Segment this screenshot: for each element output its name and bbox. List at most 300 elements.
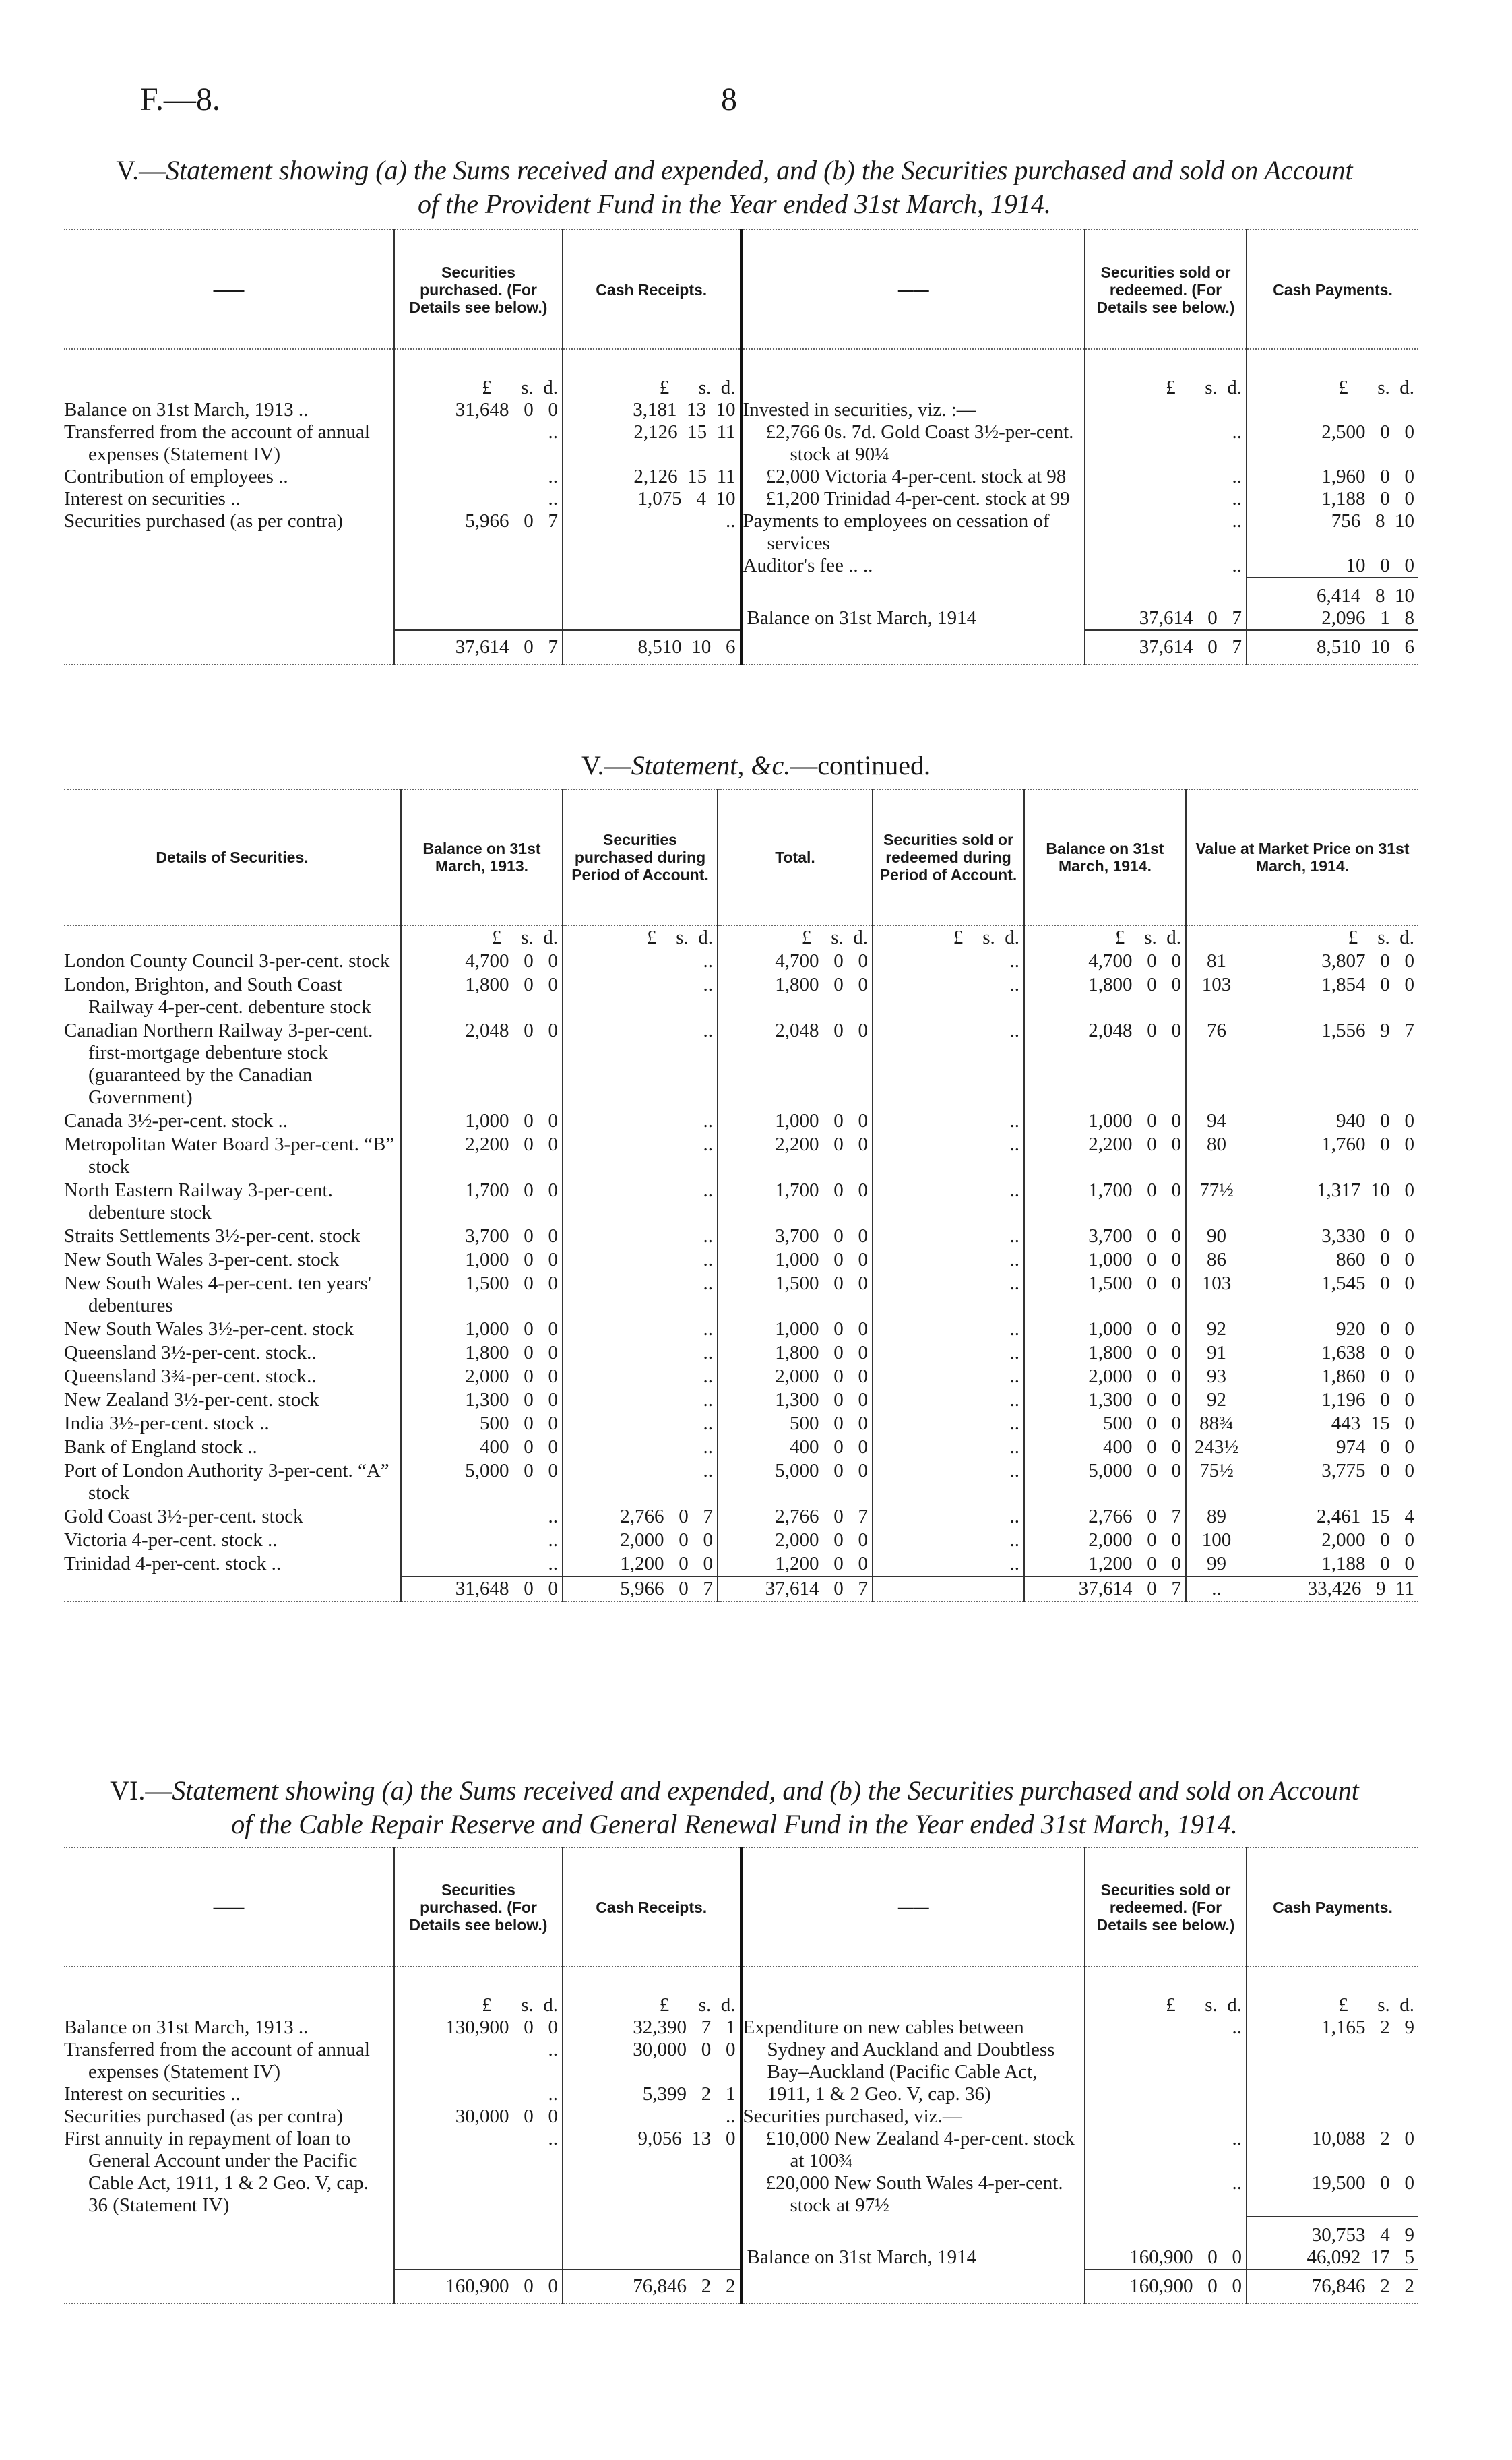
security-b13: 500 0 0 bbox=[401, 1412, 563, 1436]
col-balance-1914: Balance on 31st March, 1914. bbox=[1024, 789, 1186, 925]
table-row bbox=[64, 2105, 1418, 2128]
security-val: 443 15 0 bbox=[1331, 1413, 1415, 1434]
security-tot: 2,766 0 7 bbox=[718, 1505, 873, 1529]
details-title-number: V.— bbox=[581, 750, 631, 780]
security-b14: 2,200 0 0 bbox=[1024, 1133, 1186, 1179]
table-row bbox=[64, 1248, 1418, 1272]
security-pur: .. bbox=[563, 1341, 718, 1365]
amount bbox=[1247, 2105, 1418, 2128]
security-pur: .. bbox=[563, 1248, 718, 1272]
col-securities-purchased: Securities purchased. (For Details see below.) bbox=[394, 230, 563, 349]
row-label: Transferred from the account of annual expenses (Statement IV) bbox=[64, 421, 370, 465]
security-pur: .. bbox=[563, 973, 718, 1019]
page-code: F.—8. bbox=[140, 82, 220, 117]
row-label: Transferred from the account of annual expenses (Statement IV) bbox=[64, 2039, 370, 2083]
amount: 1,188 0 0 bbox=[1247, 488, 1418, 510]
security-tot: 2,200 0 0 bbox=[718, 1133, 873, 1179]
security-price: 75½ bbox=[1186, 1459, 1247, 1505]
table-row bbox=[64, 488, 1418, 510]
table-row bbox=[64, 950, 1418, 973]
amount: .. bbox=[394, 466, 563, 488]
statement-5-number: V.— bbox=[116, 155, 166, 185]
units: £ s. d. bbox=[718, 925, 873, 950]
security-price: 103 bbox=[1186, 1272, 1247, 1318]
total: 8,510 10 6 bbox=[1247, 630, 1418, 665]
row-label: Balance on 31st March, 1913 .. bbox=[64, 2017, 309, 2038]
row-label: Securities purchased (as per contra) bbox=[64, 510, 343, 532]
security-tot: 1,000 0 0 bbox=[718, 1318, 873, 1341]
security-sold: .. bbox=[873, 1133, 1024, 1179]
row-label: Payments to employees on cessation of services bbox=[741, 510, 1085, 555]
total: 37,614 0 7 bbox=[394, 630, 563, 665]
security-tot: 500 0 0 bbox=[718, 1412, 873, 1436]
security-price: 91 bbox=[1186, 1341, 1247, 1365]
units: £ s. d. bbox=[563, 349, 741, 399]
security-pur: 2,766 0 7 bbox=[563, 1505, 718, 1529]
total: 37,614 0 7 bbox=[1024, 1576, 1186, 1601]
security-name: New South Wales 4-per-cent. ten years' debentures bbox=[64, 1272, 371, 1316]
security-tot: 5,000 0 0 bbox=[718, 1459, 873, 1505]
security-b14: 1,800 0 0 bbox=[1024, 1341, 1186, 1365]
security-b14: 2,766 0 7 bbox=[1024, 1505, 1186, 1529]
security-name: London County Council 3-per-cent. stock bbox=[64, 950, 390, 972]
units: £ s. d. bbox=[563, 925, 718, 950]
details-title-italic: Statement, &c. bbox=[631, 750, 791, 780]
amount: .. bbox=[1085, 421, 1247, 466]
amount: .. bbox=[1085, 488, 1247, 510]
security-price: 94 bbox=[1186, 1109, 1247, 1133]
row-label: £2,000 Victoria 4-per-cent. stock at 98 bbox=[741, 466, 1085, 488]
security-pur: .. bbox=[563, 1365, 718, 1388]
security-val: 2,461 15 4 bbox=[1317, 1506, 1415, 1527]
security-b13: 1,000 0 0 bbox=[401, 1109, 563, 1133]
security-b13: .. bbox=[401, 1529, 563, 1552]
security-b14: 1,000 0 0 bbox=[1024, 1248, 1186, 1272]
security-price: 77½ bbox=[1186, 1179, 1247, 1225]
security-price: 92 bbox=[1186, 1318, 1247, 1341]
col-purchased: Securities purchased during Period of Account. bbox=[563, 789, 718, 925]
security-val: 920 0 0 bbox=[1336, 1318, 1415, 1340]
units: £ s. d. bbox=[873, 925, 1024, 950]
statement-6-title-line2: of the Cable Repair Reserve and General Renewal Fund in the Year ended 31st March, 1914. bbox=[231, 1809, 1238, 1839]
security-val: 1,188 0 0 bbox=[1321, 1553, 1415, 1574]
security-b13: .. bbox=[401, 1505, 563, 1529]
col-dash-left: —— bbox=[64, 1847, 394, 1967]
security-b14: 2,000 0 0 bbox=[1024, 1365, 1186, 1388]
security-price: 86 bbox=[1186, 1248, 1247, 1272]
table-row bbox=[64, 1225, 1418, 1248]
units: £ s. d. bbox=[1247, 349, 1418, 399]
amount: 2,126 15 11 bbox=[563, 466, 741, 488]
total: 160,900 0 0 bbox=[394, 2269, 563, 2304]
security-sold: .. bbox=[873, 1019, 1024, 1109]
subtotal: 6,414 8 10 bbox=[1247, 578, 1418, 607]
security-name: India 3½-per-cent. stock .. bbox=[64, 1413, 270, 1434]
security-tot: 2,048 0 0 bbox=[718, 1019, 873, 1109]
security-name: New Zealand 3½-per-cent. stock bbox=[64, 1389, 319, 1411]
row-label: £1,200 Trinidad 4-per-cent. stock at 99 bbox=[741, 488, 1085, 510]
balance-label: Balance on 31st March, 1914 bbox=[741, 607, 1085, 630]
units: £ s. d. bbox=[1085, 1967, 1247, 2017]
table-row bbox=[64, 1552, 1418, 1576]
security-sold: .. bbox=[873, 1248, 1024, 1272]
security-b13: 1,000 0 0 bbox=[401, 1248, 563, 1272]
security-pur: .. bbox=[563, 950, 718, 973]
security-name: Metropolitan Water Board 3-per-cent. “B” stock bbox=[64, 1134, 395, 1177]
security-val: 3,330 0 0 bbox=[1321, 1225, 1415, 1247]
security-pur: .. bbox=[563, 1109, 718, 1133]
row-label: Balance on 31st March, 1913 .. bbox=[64, 399, 309, 421]
amount: .. bbox=[1085, 2172, 1247, 2217]
total: 37,614 0 7 bbox=[718, 1576, 873, 1601]
statement-6-title-line1: Statement showing (a) the Sums received and expended, and (b) the Securities purchased and sold on Account bbox=[172, 1775, 1359, 1806]
table-row bbox=[64, 1133, 1418, 1179]
security-b13: 400 0 0 bbox=[401, 1436, 563, 1459]
amount: .. bbox=[394, 488, 563, 510]
security-tot: 1,700 0 0 bbox=[718, 1179, 873, 1225]
row-label: £20,000 New South Wales 4-per-cent. stock at 97½ bbox=[741, 2172, 1085, 2217]
security-sold: .. bbox=[873, 1318, 1024, 1341]
security-name: Canada 3½-per-cent. stock .. bbox=[64, 1110, 288, 1132]
units: £ s. d. bbox=[1024, 925, 1186, 950]
amount: .. bbox=[394, 2039, 563, 2083]
security-val: 2,000 0 0 bbox=[1321, 1529, 1415, 1551]
total: 5,966 0 7 bbox=[563, 1576, 718, 1601]
security-sold: .. bbox=[873, 1552, 1024, 1576]
table-row bbox=[64, 510, 1418, 555]
units: £ s. d. bbox=[401, 925, 563, 950]
security-name: Bank of England stock .. bbox=[64, 1436, 257, 1458]
statement-5-title-line2: of the Provident Fund in the Year ended 31st March, 1914. bbox=[418, 189, 1051, 219]
security-val: 1,638 0 0 bbox=[1321, 1342, 1415, 1363]
security-price: 90 bbox=[1186, 1225, 1247, 1248]
security-name: Queensland 3½-per-cent. stock.. bbox=[64, 1342, 317, 1363]
row-label: First annuity in repayment of loan to General Account under the Pacific Cable Act, 1911, 1 & 2 Geo. V, cap. 36 (Statement IV) bbox=[64, 2128, 369, 2216]
units: £ s. d. bbox=[394, 1967, 563, 2017]
security-tot: 3,700 0 0 bbox=[718, 1225, 873, 1248]
security-sold: .. bbox=[873, 1365, 1024, 1388]
row-label: £10,000 New Zealand 4-per-cent. stock at 100¾ bbox=[741, 2128, 1085, 2172]
amount: 5,966 0 7 bbox=[394, 510, 563, 555]
amount bbox=[1085, 399, 1247, 421]
amount: 10,088 2 0 bbox=[1247, 2128, 1418, 2172]
security-sold: .. bbox=[873, 1341, 1024, 1365]
row-label: Invested in securities, viz. :— bbox=[741, 399, 1085, 421]
amount: 1,960 0 0 bbox=[1247, 466, 1418, 488]
amount: 10 0 0 bbox=[1247, 555, 1418, 578]
statement-5-title-line1: Statement showing (a) the Sums received and expended, and (b) the Securities purchased and sold on Account bbox=[166, 155, 1353, 185]
amount: 19,500 0 0 bbox=[1247, 2172, 1418, 2217]
details-title bbox=[0, 749, 1512, 781]
security-val: 1,854 0 0 bbox=[1321, 974, 1415, 995]
amount: 1,075 4 10 bbox=[563, 488, 741, 510]
security-tot: 1,000 0 0 bbox=[718, 1109, 873, 1133]
security-pur: .. bbox=[563, 1179, 718, 1225]
amount: .. bbox=[394, 2083, 563, 2105]
security-b13: .. bbox=[401, 1552, 563, 1576]
col-cash-receipts: Cash Receipts. bbox=[563, 1847, 741, 1967]
balance-securities: 37,614 0 7 bbox=[1085, 607, 1247, 630]
amount: .. bbox=[394, 2128, 563, 2217]
table-row bbox=[64, 1412, 1418, 1436]
col-securities-purchased: Securities purchased. (For Details see below.) bbox=[394, 1847, 563, 1967]
amount: 9,056 13 0 bbox=[563, 2128, 741, 2217]
security-val: 974 0 0 bbox=[1336, 1436, 1415, 1458]
page-number: 8 bbox=[721, 82, 737, 117]
balance-securities: 160,900 0 0 bbox=[1085, 2246, 1247, 2269]
security-val: 860 0 0 bbox=[1336, 1249, 1415, 1270]
row-label: Auditor's fee .. .. bbox=[741, 555, 1085, 578]
statement-6-title bbox=[61, 1774, 1408, 1841]
amount: 31,648 0 0 bbox=[394, 399, 563, 421]
security-b14: 3,700 0 0 bbox=[1024, 1225, 1186, 1248]
col-securities-sold: Securities sold or redeemed. (For Details see below.) bbox=[1085, 1847, 1247, 1967]
security-tot: 1,000 0 0 bbox=[718, 1248, 873, 1272]
security-sold: .. bbox=[873, 1109, 1024, 1133]
security-b14: 1,800 0 0 bbox=[1024, 973, 1186, 1019]
security-price: 92 bbox=[1186, 1388, 1247, 1412]
security-val: 1,196 0 0 bbox=[1321, 1389, 1415, 1411]
amount: 3,181 13 10 bbox=[563, 399, 741, 421]
security-name: North Eastern Railway 3-per-cent. debenture stock bbox=[64, 1179, 333, 1223]
total: 76,846 2 2 bbox=[563, 2269, 741, 2304]
security-price: 100 bbox=[1186, 1529, 1247, 1552]
units: £ s. d. bbox=[394, 349, 563, 399]
security-b13: 5,000 0 0 bbox=[401, 1459, 563, 1505]
security-sold: .. bbox=[873, 973, 1024, 1019]
amount: 1,165 2 9 bbox=[1247, 2017, 1418, 2105]
security-pur: .. bbox=[563, 1272, 718, 1318]
units: £ s. d. bbox=[1247, 1967, 1418, 2017]
security-price: 81 bbox=[1186, 950, 1247, 973]
security-sold: .. bbox=[873, 1388, 1024, 1412]
security-price: 243½ bbox=[1186, 1436, 1247, 1459]
security-pur: .. bbox=[563, 1318, 718, 1341]
security-b14: 2,000 0 0 bbox=[1024, 1529, 1186, 1552]
security-b14: 1,000 0 0 bbox=[1024, 1109, 1186, 1133]
row-label: Interest on securities .. bbox=[64, 2083, 241, 2105]
table-row bbox=[64, 1505, 1418, 1529]
security-sold: .. bbox=[873, 1179, 1024, 1225]
amount: 2,126 15 11 bbox=[563, 421, 741, 466]
security-sold: .. bbox=[873, 1272, 1024, 1318]
security-name: Canadian Northern Railway 3-per-cent. first-mortgage debenture stock (guaranteed by the Canadian Government) bbox=[64, 1020, 373, 1108]
security-price: 89 bbox=[1186, 1505, 1247, 1529]
table-row bbox=[64, 1109, 1418, 1133]
col-sold: Securities sold or redeemed during Period of Account. bbox=[873, 789, 1024, 925]
security-b13: 4,700 0 0 bbox=[401, 950, 563, 973]
total: 76,846 2 2 bbox=[1247, 2269, 1418, 2304]
table-row bbox=[64, 2128, 1418, 2172]
col-cash-payments: Cash Payments. bbox=[1247, 230, 1418, 349]
security-pur: .. bbox=[563, 1133, 718, 1179]
security-price: 76 bbox=[1186, 1019, 1247, 1109]
statement-5-title bbox=[61, 154, 1408, 221]
security-tot: 400 0 0 bbox=[718, 1436, 873, 1459]
security-b14: 2,048 0 0 bbox=[1024, 1019, 1186, 1109]
security-tot: 2,000 0 0 bbox=[718, 1529, 873, 1552]
security-b14: 1,200 0 0 bbox=[1024, 1552, 1186, 1576]
security-sold: .. bbox=[873, 1529, 1024, 1552]
row-label: Interest on securities .. bbox=[64, 488, 241, 510]
statement-6-number: VI.— bbox=[110, 1775, 172, 1806]
security-name: Trinidad 4-per-cent. stock .. bbox=[64, 1553, 282, 1574]
table-row bbox=[64, 1318, 1418, 1341]
amount: 756 8 10 bbox=[1247, 510, 1418, 555]
security-sold: .. bbox=[873, 1459, 1024, 1505]
security-sold: .. bbox=[873, 1412, 1024, 1436]
col-dash-left: —— bbox=[64, 230, 394, 349]
table-row bbox=[64, 1272, 1418, 1318]
security-sold: .. bbox=[873, 950, 1024, 973]
security-tot: 4,700 0 0 bbox=[718, 950, 873, 973]
table-row bbox=[64, 1529, 1418, 1552]
security-name: New South Wales 3-per-cent. stock bbox=[64, 1249, 340, 1270]
statement-5-table bbox=[64, 229, 1418, 665]
security-b13: 2,048 0 0 bbox=[401, 1019, 563, 1109]
amount: .. bbox=[1085, 2017, 1247, 2105]
amount: .. bbox=[563, 2105, 741, 2128]
statement-6-table bbox=[64, 1847, 1418, 2304]
security-name: London, Brighton, and South Coast Railway 4-per-cent. debenture stock bbox=[64, 974, 371, 1018]
security-name: Gold Coast 3½-per-cent. stock bbox=[64, 1506, 303, 1527]
row-label: Securities purchased, viz.— bbox=[741, 2105, 1085, 2128]
table-row bbox=[64, 1365, 1418, 1388]
security-tot: 1,300 0 0 bbox=[718, 1388, 873, 1412]
row-label: Securities purchased (as per contra) bbox=[64, 2105, 343, 2127]
details-title-rest: —continued. bbox=[790, 750, 931, 780]
table-row bbox=[64, 1019, 1418, 1109]
security-tot: 1,500 0 0 bbox=[718, 1272, 873, 1318]
security-b13: 1,500 0 0 bbox=[401, 1272, 563, 1318]
security-val: 3,775 0 0 bbox=[1321, 1460, 1415, 1481]
security-pur: .. bbox=[563, 1459, 718, 1505]
amount: .. bbox=[563, 510, 741, 555]
security-b14: 1,000 0 0 bbox=[1024, 1318, 1186, 1341]
security-pur: .. bbox=[563, 1412, 718, 1436]
security-price: 88¾ bbox=[1186, 1412, 1247, 1436]
col-market-value: Value at Market Price on 31st March, 1914. bbox=[1186, 789, 1418, 925]
security-b13: 2,200 0 0 bbox=[401, 1133, 563, 1179]
table-row bbox=[64, 421, 1418, 466]
security-b13: 1,000 0 0 bbox=[401, 1318, 563, 1341]
total: 33,426 9 11 bbox=[1247, 1576, 1418, 1601]
amount: .. bbox=[1085, 2128, 1247, 2172]
col-dash-right: —— bbox=[741, 1847, 1085, 1967]
security-pur: .. bbox=[563, 1388, 718, 1412]
units: £ s. d. bbox=[1085, 349, 1247, 399]
col-cash-receipts: Cash Receipts. bbox=[563, 230, 741, 349]
security-b14: 1,700 0 0 bbox=[1024, 1179, 1186, 1225]
security-b13: 1,300 0 0 bbox=[401, 1388, 563, 1412]
security-tot: 1,200 0 0 bbox=[718, 1552, 873, 1576]
security-val: 1,317 10 0 bbox=[1317, 1179, 1415, 1201]
security-price: 80 bbox=[1186, 1133, 1247, 1179]
amount: 32,390 7 1 bbox=[563, 2017, 741, 2039]
security-sold: .. bbox=[873, 1436, 1024, 1459]
security-b13: 3,700 0 0 bbox=[401, 1225, 563, 1248]
security-b14: 500 0 0 bbox=[1024, 1412, 1186, 1436]
security-name: Straits Settlements 3½-per-cent. stock bbox=[64, 1225, 360, 1247]
security-pur: .. bbox=[563, 1225, 718, 1248]
balance-label: Balance on 31st March, 1914 bbox=[741, 2246, 1085, 2269]
security-b13: 1,800 0 0 bbox=[401, 1341, 563, 1365]
row-label: Contribution of employees .. bbox=[64, 466, 288, 487]
row-label: Expenditure on new cables between Sydney and Auckland and Doubtless Bay–Auckland (Pacific Cable Act, 1911, 1 & 2 Geo. V, cap. 36) bbox=[741, 2017, 1085, 2105]
security-sold: .. bbox=[873, 1505, 1024, 1529]
security-val: 1,860 0 0 bbox=[1321, 1365, 1415, 1387]
table-row bbox=[64, 1436, 1418, 1459]
table-row bbox=[64, 1459, 1418, 1505]
col-cash-payments: Cash Payments. bbox=[1247, 1847, 1418, 1967]
table-row bbox=[64, 555, 1418, 578]
table-row bbox=[64, 973, 1418, 1019]
security-val: 3,807 0 0 bbox=[1321, 950, 1415, 972]
amount: 2,500 0 0 bbox=[1247, 421, 1418, 466]
security-b13: 1,700 0 0 bbox=[401, 1179, 563, 1225]
table-row bbox=[64, 2017, 1418, 2039]
security-price: 99 bbox=[1186, 1552, 1247, 1576]
total bbox=[873, 1576, 1024, 1601]
security-price: 103 bbox=[1186, 973, 1247, 1019]
security-val: 1,545 0 0 bbox=[1321, 1272, 1415, 1294]
total: 8,510 10 6 bbox=[563, 630, 741, 665]
security-name: Queensland 3¾-per-cent. stock.. bbox=[64, 1365, 317, 1387]
table-row bbox=[64, 1388, 1418, 1412]
balance-cash: 46,092 17 5 bbox=[1247, 2246, 1418, 2269]
security-b14: 4,700 0 0 bbox=[1024, 950, 1186, 973]
details-table bbox=[64, 789, 1418, 1602]
total: 37,614 0 7 bbox=[1085, 630, 1247, 665]
amount: .. bbox=[394, 421, 563, 466]
col-balance-1913: Balance on 31st March, 1913. bbox=[401, 789, 563, 925]
total: 31,648 0 0 bbox=[401, 1576, 563, 1601]
security-pur: .. bbox=[563, 1436, 718, 1459]
security-b14: 1,500 0 0 bbox=[1024, 1272, 1186, 1318]
security-b13: 2,000 0 0 bbox=[401, 1365, 563, 1388]
col-securities-sold: Securities sold or redeemed. (For Details see below.) bbox=[1085, 230, 1247, 349]
balance-cash: 2,096 1 8 bbox=[1247, 607, 1418, 630]
security-pur: .. bbox=[563, 1019, 718, 1109]
security-tot: 1,800 0 0 bbox=[718, 973, 873, 1019]
amount: .. bbox=[1085, 466, 1247, 488]
security-b14: 400 0 0 bbox=[1024, 1436, 1186, 1459]
amount: .. bbox=[1085, 510, 1247, 555]
amount: 5,399 2 1 bbox=[563, 2083, 741, 2105]
total: .. bbox=[1186, 1576, 1247, 1601]
amount bbox=[1247, 399, 1418, 421]
security-b14: 1,300 0 0 bbox=[1024, 1388, 1186, 1412]
security-val: 1,760 0 0 bbox=[1321, 1134, 1415, 1155]
security-tot: 1,800 0 0 bbox=[718, 1341, 873, 1365]
security-name: New South Wales 3½-per-cent. stock bbox=[64, 1318, 354, 1340]
amount bbox=[1085, 2105, 1247, 2128]
amount: 30,000 0 0 bbox=[563, 2039, 741, 2083]
security-price: 93 bbox=[1186, 1365, 1247, 1388]
security-pur: 1,200 0 0 bbox=[563, 1552, 718, 1576]
row-label: £2,766 0s. 7d. Gold Coast 3½-per-cent. stock at 90¼ bbox=[741, 421, 1085, 466]
amount: 130,900 0 0 bbox=[394, 2017, 563, 2039]
security-name: Port of London Authority 3-per-cent. “A” stock bbox=[64, 1460, 389, 1504]
security-sold: .. bbox=[873, 1225, 1024, 1248]
security-name: Victoria 4-per-cent. stock .. bbox=[64, 1529, 278, 1551]
security-val: 940 0 0 bbox=[1336, 1110, 1415, 1132]
security-val: 1,556 9 7 bbox=[1321, 1020, 1415, 1041]
units: £ s. d. bbox=[1348, 927, 1415, 948]
total: 160,900 0 0 bbox=[1085, 2269, 1247, 2304]
col-total: Total. bbox=[718, 789, 873, 925]
amount: 30,000 0 0 bbox=[394, 2105, 563, 2128]
